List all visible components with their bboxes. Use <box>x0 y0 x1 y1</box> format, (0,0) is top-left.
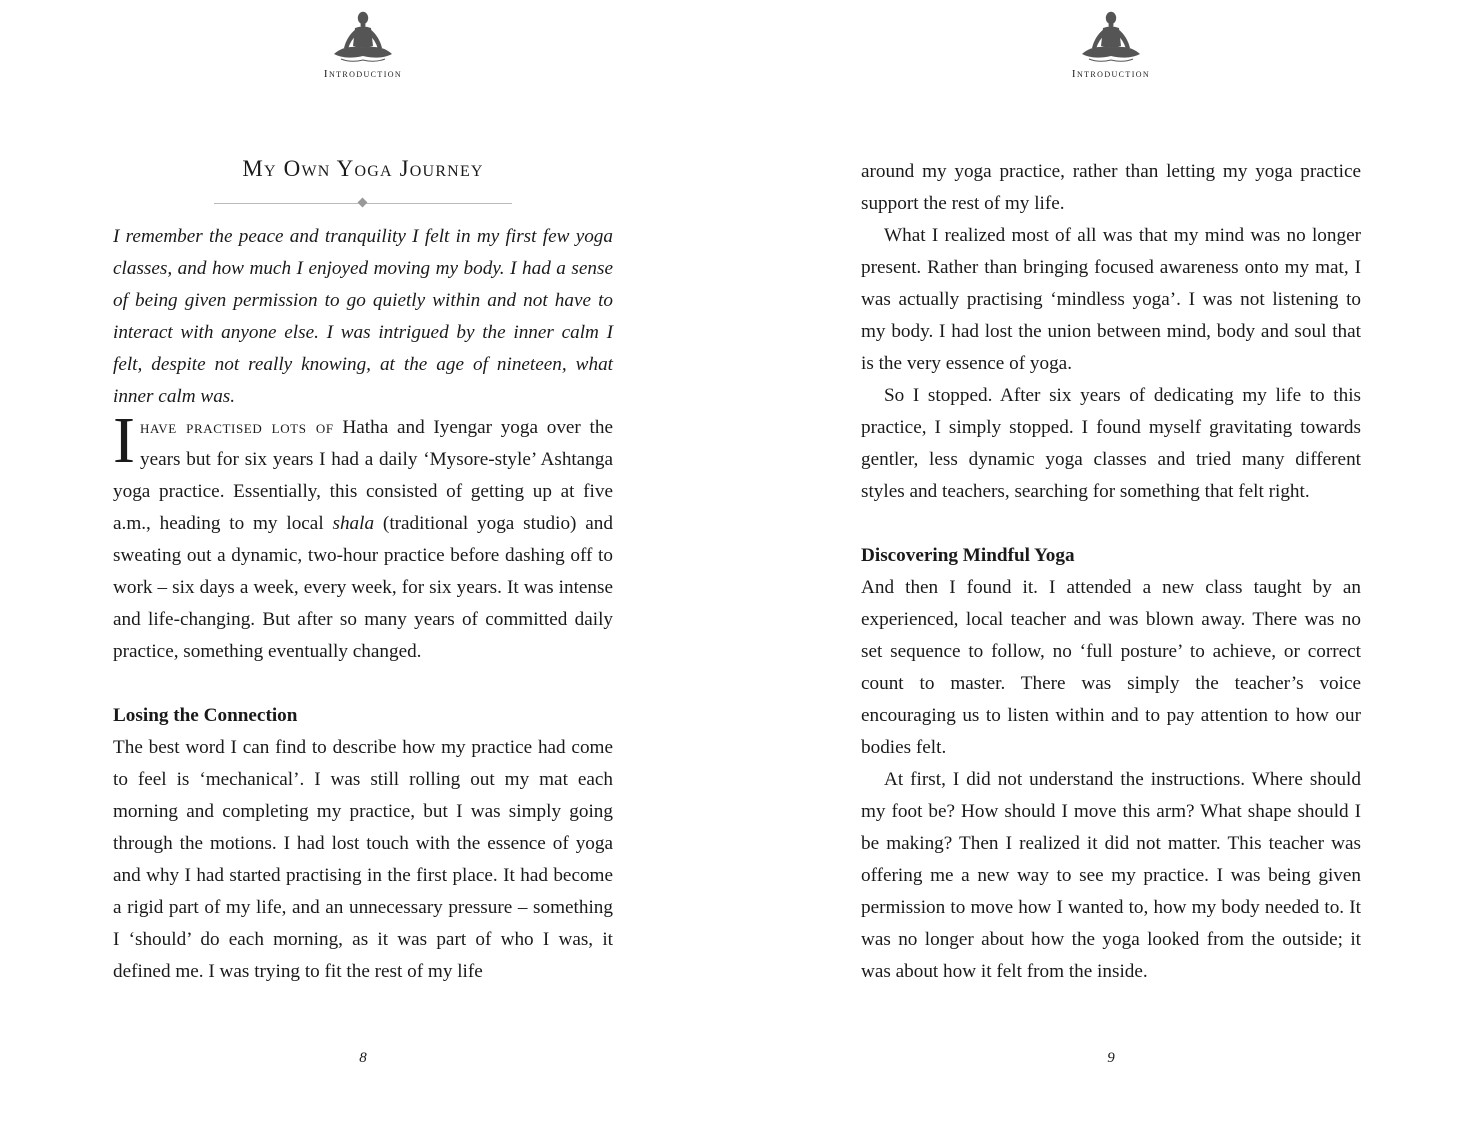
running-head-text: Introduction <box>323 68 403 80</box>
right-page <box>861 0 1361 1134</box>
diamond-ornament-icon <box>358 198 368 208</box>
epigraph <box>113 221 613 413</box>
meditating-figure-icon <box>1079 10 1143 66</box>
page-number: 9 <box>1107 1050 1115 1066</box>
title-ornament <box>214 196 512 210</box>
running-head <box>113 10 613 80</box>
intro-text-2: (traditional yoga studio) and sweating out a dynamic, two-hour practice before dashing off to work – six days a week, every week, for six years. It was intense and life-changing. But after so many years of committed daily practice, something eventually changed. <box>113 513 613 662</box>
running-head <box>861 10 1361 80</box>
intro-text-1: Hatha and Iyengar yoga over the years but for six years I had a daily ‘Mysore-style’ Ashtanga yoga practice. Essentially, this consisted of getting up at five a.m., heading to my local <box>113 417 613 534</box>
left-page <box>113 0 613 1134</box>
epigraph-text: I remember the peace and tranquility I felt in my first few yoga classes, and how much I enjoyed moving my body. I had a sense of being given permission to go quietly within and not have to interact with anyone else. I was intrigued by the inner calm I felt, despite not really knowing, at the age of nineteen, what inner calm was. <box>113 226 613 407</box>
subheading-losing-connection: Losing the Connection <box>113 705 298 726</box>
intro-paragraph <box>113 404 613 668</box>
body-paragraph: So I stopped. After six years of dedicating my life to this practice, I simply stopped. I found myself gravitating towards gentler, less dynamic yoga classes and tried many different styles and teachers, searching for something that felt right. <box>861 385 1361 502</box>
chapter-title: My Own Yoga Journey <box>242 156 484 181</box>
right-body <box>861 156 1361 988</box>
drop-cap: I <box>113 404 135 477</box>
body-paragraph: What I realized most of all was that my mind was no longer present. Rather than bringing focused awareness onto my mat, I was actually practising ‘mindless yoga’. I was not listening to my body. I had lost the union between mind, body and soul that is the very essence of yoga. <box>861 225 1361 374</box>
intro-italic-term: shala <box>332 513 375 534</box>
body-paragraph: around my yoga practice, rather than letting my yoga practice support the rest of my life. <box>861 161 1361 214</box>
left-body <box>113 404 613 988</box>
meditating-figure-icon <box>331 10 395 66</box>
body-paragraph: At first, I did not understand the instructions. Where should my foot be? How should I move this arm? What shape should I be making? Then I realized it did not matter. This teacher was offering me a new way to see my practice. I was being given permission to move how I wanted to, how my body needed to. It was no longer about how the yoga looked from the outside; it was about how it felt from the inside. <box>861 769 1361 982</box>
body-paragraph: And then I found it. I attended a new class taught by an experienced, local teacher and was blown away. There was no set sequence to follow, no ‘full posture’ to achieve, or correct count to master. There was simply the teacher’s voice encouraging us to listen within and to pay attention to how our bodies felt. <box>861 577 1361 758</box>
body-paragraph: The best word I can find to describe how my practice had come to feel is ‘mechanical’. I was still rolling out my mat each morning and completing my practice, but I was simply going through the motions. I had lost touch with the essence of yoga and why I had started practising in the first place. It had become a rigid part of my life, and an unnecessary pressure – something I ‘should’ do each morning, as it was part of who I was, it defined me. I was trying to fit the rest of my life <box>113 737 613 982</box>
subheading-discovering-mindful-yoga: Discovering Mindful Yoga <box>861 545 1075 566</box>
page-number: 8 <box>359 1050 367 1066</box>
running-head-text: Introduction <box>1071 68 1151 80</box>
intro-small-caps: have practised lots of <box>139 417 334 438</box>
